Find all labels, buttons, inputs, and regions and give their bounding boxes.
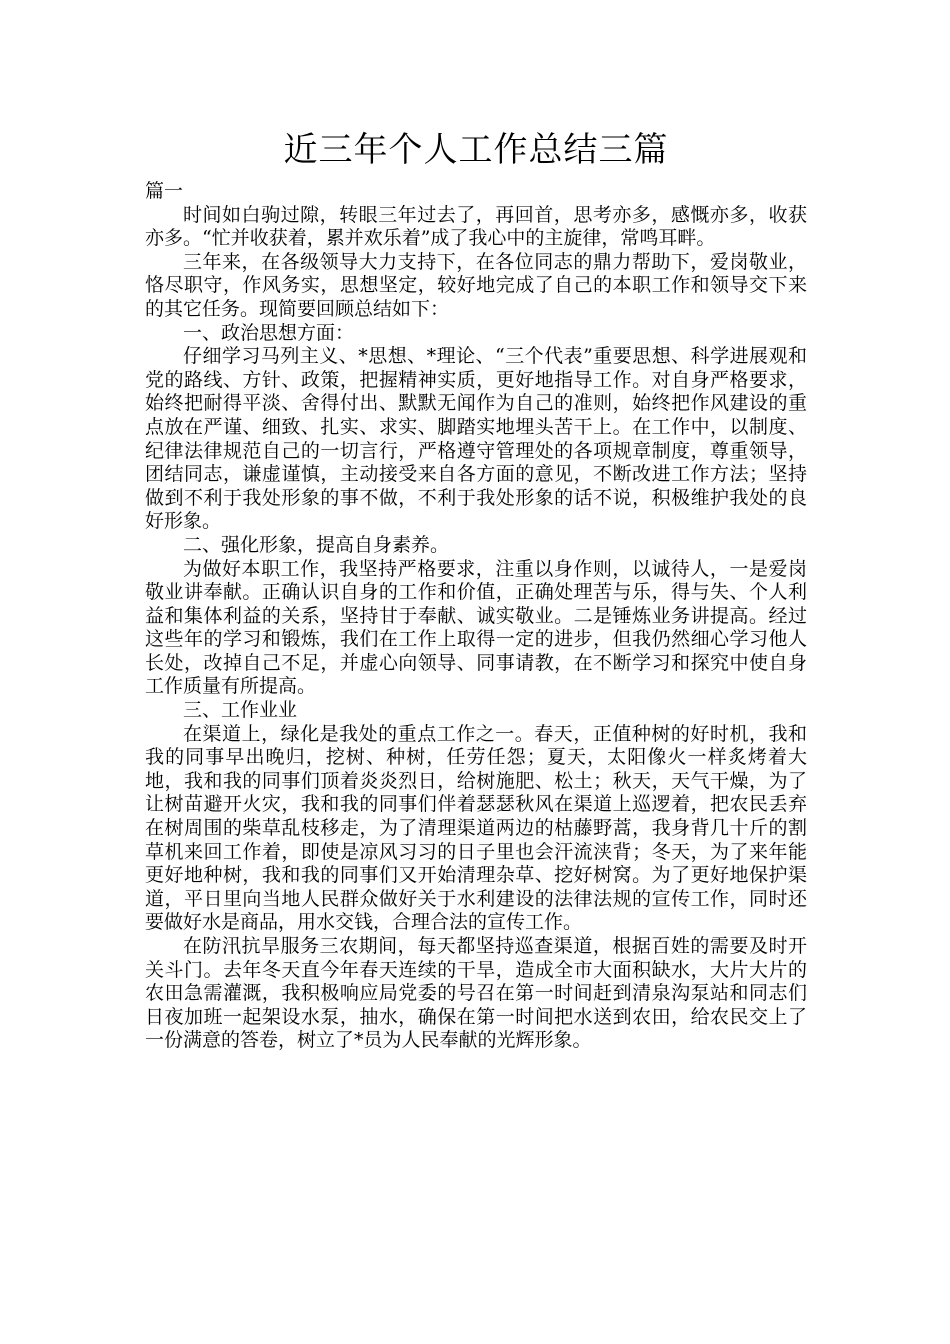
paragraph-political: 仔细学习马列主义、*思想、*理论、“三个代表”重要思想、科学进展观和党的路线、方针、政策，把握精神实质，更好地指导工作。对自身严格要求，始终把耐得平淡、舍得付出、默默无闻作为自己的准则，始终把作风建设的重点放在严谨、细致、扎实、求实、脚踏实地埋头苦干上。在工作中，以制度、纪律法律规范自己的一切言行，严格遵守管理处的各项规章制度，尊重领导，团结同志，谦虚谨慎，主动接受来自各方面的意见，不断改进工作方法；坚持做到不利于我处形象的事不做，不利于我处形象的话不说，积极维护我处的良好形象。 [145, 345, 807, 533]
paragraph-flood-drought: 在防汛抗旱服务三农期间，每天都坚持巡查渠道，根据百姓的需要及时开关斗门。去年冬天直今年春天连续的干旱，造成全市大面积缺水，大片大片的农田急需灌溉，我积极响应局党委的号召在第一时间赶到清泉沟泵站和同志们日夜加班一起架设水泵，抽水，确保在第一时间把水送到农田，给农民交上了一份满意的答卷，树立了*员为人民奉献的光辉形象。 [145, 935, 807, 1052]
paragraph-greening: 在渠道上，绿化是我处的重点工作之一。春天，正值种树的好时机，我和我的同事早出晚归，挖树、种树，任劳任怨；夏天，太阳像火一样炙烤着大地，我和我的同事们顶着炎炎烈日，给树施肥、松土；秋天，天气干燥，为了让树苗避开火灾，我和我的同事们伴着瑟瑟秋风在渠道上巡逻着，把农民丢弃在树周围的柴草乱枝移走，为了清理渠道两边的枯藤野蒿，我身背几十斤的割草机来回工作着，即使是凉风习习的日子里也会汗流浃背；冬天，为了来年能更好地种树，我和我的同事们又开始清理杂草、挖好树窝。为了更好地保护渠道，平日里向当地人民群众做好关于水利建设的法律法规的宣传工作，同时还要做好水是商品，用水交钱，合理合法的宣传工作。 [145, 722, 807, 934]
heading-image: 二、强化形象，提高自身素养。 [183, 533, 450, 556]
paragraph-image: 为做好本职工作，我坚持严格要求，注重以身作则，以诚待人，一是爱岗敬业讲奉献。正确认识自身的工作和价值，正确处理苦与乐，得与失、个人利益和集体利益的关系，坚持甘于奉献、诚实敬业。二是锤炼业务讲提高。经过这些年的学习和锻炼，我们在工作上取得一定的进步，但我仍然细心学习他人长处，改掉自己不足，并虚心向领导、同事请教，在不断学习和探究中使自身工作质量有所提高。 [145, 557, 807, 698]
paragraph-intro: 时间如白驹过隙，转眼三年过去了，再回首，思考亦多，感慨亦多，收获亦多。“忙并收获着，累并欢乐着”成了我心中的主旋律，常鸣耳畔。 [145, 203, 807, 250]
heading-work: 三、工作业业 [183, 699, 298, 722]
document-title: 近三年个人工作总结三篇 [283, 130, 669, 170]
section-label: 篇一 [145, 180, 184, 202]
paragraph-overview: 三年来，在各级领导大力支持下，在各位同志的鼎力帮助下，爱岗敬业，恪尽职守，作风务实，思想坚定，较好地完成了自己的本职工作和领导交下来的其它任务。现简要回顾总结如下： [145, 250, 807, 320]
heading-political: 一、政治思想方面： [183, 321, 355, 344]
document-page [145, 128, 807, 1053]
